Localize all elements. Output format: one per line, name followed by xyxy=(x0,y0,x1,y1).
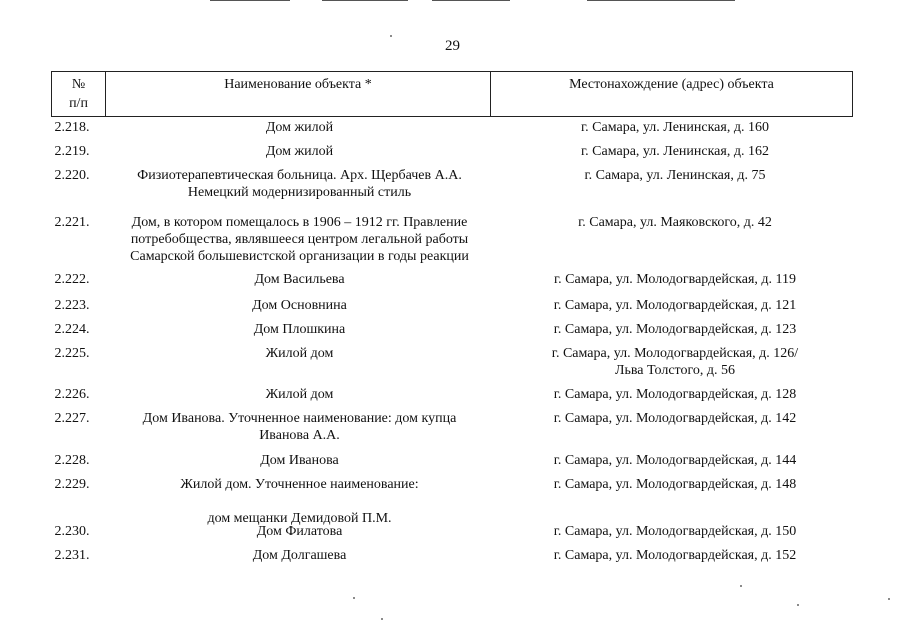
scan-speck xyxy=(353,597,355,599)
row-name: Физиотерапевтическая больница. Арх. Щербачев А.А. Немецкий модернизированный стиль xyxy=(137,168,462,200)
scan-speck xyxy=(888,598,890,600)
row-num: 2.219. xyxy=(54,144,90,159)
row-name: Дом Иванова. Уточненное наименование: дом купца Иванова А.А. xyxy=(142,411,457,443)
page-number: 29 xyxy=(445,38,460,54)
row-name: Дом Основнина xyxy=(252,298,347,313)
row-address: г. Самара, ул. Молодогвардейская, д. 119 xyxy=(554,272,796,287)
header-address: Местонахождение (адрес) объекта xyxy=(490,72,852,116)
row-num: 2.226. xyxy=(54,387,90,402)
row-name: Дом Филатова xyxy=(256,524,343,539)
row-address: г. Самара, ул. Ленинская, д. 75 xyxy=(584,168,766,183)
row-address: г. Самара, ул. Молодогвардейская, д. 152 xyxy=(553,548,797,563)
row-address: г. Самара, ул. Ленинская, д. 162 xyxy=(581,144,769,159)
row-name: Жилой дом xyxy=(265,387,334,402)
row-name: Дом жилой xyxy=(265,144,334,159)
scan-speck xyxy=(390,35,392,37)
row-name: Жилой дом. Уточненное наименование: дом мещанки Демидовой П.М. xyxy=(180,477,419,526)
row-address: г. Самара, ул. Молодогвардейская, д. 142 xyxy=(553,411,797,426)
header-num: № п/п xyxy=(69,77,88,111)
row-num: 2.225. xyxy=(54,346,90,361)
row-num: 2.228. xyxy=(54,453,90,468)
scan-speck xyxy=(797,604,799,606)
row-name: Дом, в котором помещалось в 1906 – 1912 гг. Правление потребобщества, являвшееся центром легальной работы Самарской большевистской организации в годы реакции xyxy=(130,215,469,264)
row-num: 2.231. xyxy=(54,548,90,563)
row-num: 2.223. xyxy=(54,298,90,313)
scan-speck xyxy=(381,618,383,620)
row-address: г. Самара, ул. Молодогвардейская, д. 123 xyxy=(553,322,797,337)
top-rule-fragment xyxy=(210,0,290,1)
row-num: 2.229. xyxy=(54,477,90,492)
row-address: г. Самара, ул. Ленинская, д. 160 xyxy=(581,120,769,135)
row-name: Жилой дом xyxy=(265,346,334,361)
row-num: 2.230. xyxy=(54,524,90,539)
row-address: г. Самара, ул. Молодогвардейская, д. 144 xyxy=(553,453,797,468)
row-name: Дом жилой xyxy=(265,120,334,135)
row-name: Дом Иванова xyxy=(260,453,339,468)
top-rule-fragment xyxy=(432,0,510,1)
top-rule-fragment xyxy=(322,0,408,1)
row-address: г. Самара, ул. Молодогвардейская, д. 126/ Льва Толстого, д. 56 xyxy=(551,346,799,378)
row-address: г. Самара, ул. Маяковского, д. 42 xyxy=(578,215,772,230)
row-num: 2.224. xyxy=(54,322,90,337)
row-num: 2.222. xyxy=(54,272,90,287)
row-address: г. Самара, ул. Молодогвардейская, д. 128 xyxy=(553,387,797,402)
top-rule-fragment xyxy=(587,0,735,1)
row-name: Дом Васильева xyxy=(254,272,345,287)
row-num: 2.221. xyxy=(54,215,90,230)
row-name: Дом Долгашева xyxy=(252,548,347,563)
row-address: г. Самара, ул. Молодогвардейская, д. 121 xyxy=(553,298,797,313)
row-num: 2.227. xyxy=(54,411,90,426)
row-address: г. Самара, ул. Молодогвардейская, д. 148 xyxy=(553,477,797,492)
row-num: 2.220. xyxy=(54,168,90,183)
row-num: 2.218. xyxy=(54,120,90,135)
scan-speck xyxy=(740,585,742,587)
row-address: г. Самара, ул. Молодогвардейская, д. 150 xyxy=(553,524,797,539)
header-name: Наименование объекта * xyxy=(105,72,490,116)
table-header xyxy=(51,71,853,117)
row-name: Дом Плошкина xyxy=(253,322,346,337)
